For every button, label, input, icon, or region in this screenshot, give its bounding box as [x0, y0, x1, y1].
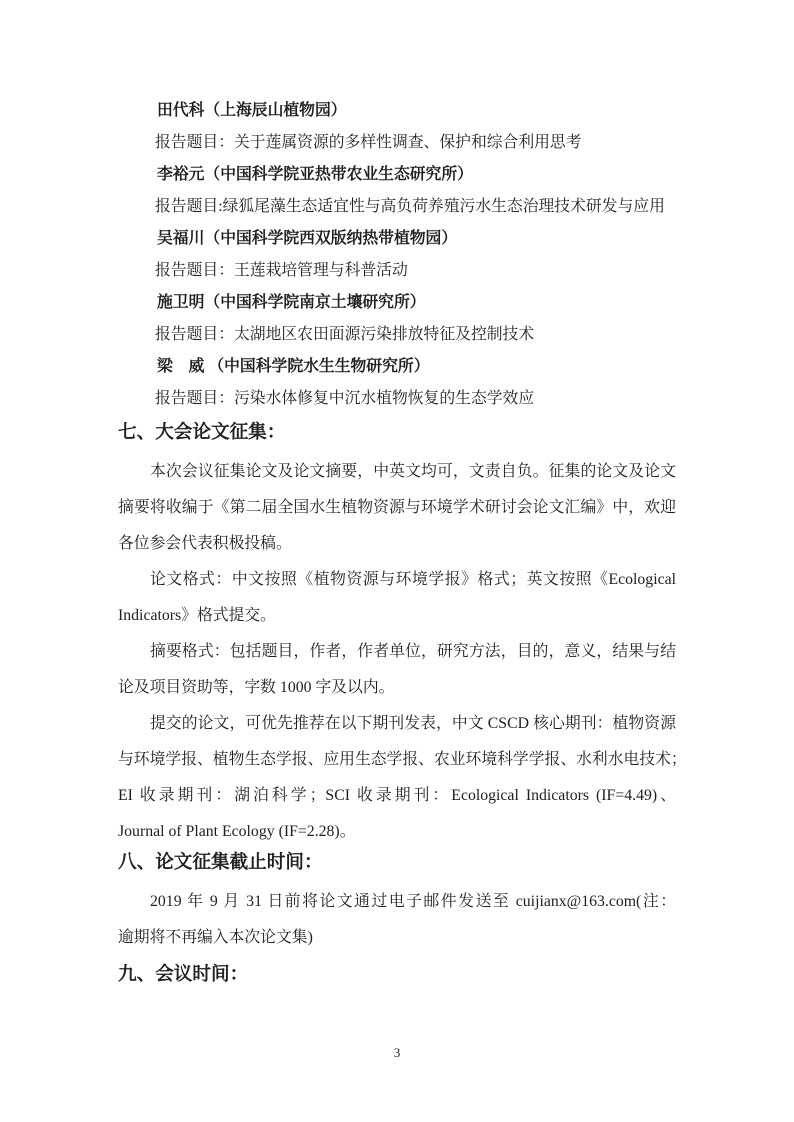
section-heading: 七、大会论文征集： — [118, 422, 286, 443]
paragraph-line: 论文格式：中文按照《植物资源与环境学报》格式；英文按照《Ecological — [150, 571, 676, 588]
paragraph-line: 各位参会代表积极投稿。 — [118, 535, 292, 552]
paragraph — [118, 562, 676, 634]
paragraph-line: 2019 年 9 月 31 日前将论文通过电子邮件发送至 cuijianx@163.com(注： — [150, 893, 676, 910]
page-number: 3 — [393, 1045, 401, 1060]
speaker-name: 梁 威 （中国科学院水生生物研究所） — [157, 358, 430, 375]
section-heading: 八、论文征集截止时间： — [118, 852, 323, 873]
paragraph-line: 摘要将收编于《第二届全国水生植物资源与环境学术研讨会论文汇编》中，欢迎 — [118, 499, 676, 516]
report-title: 报告题目：关于莲属资源的多样性调查、保护和综合利用思考 — [155, 134, 582, 151]
paragraph-line: 论及项目资助等，字数 1000 字及以内。 — [118, 679, 395, 696]
report-title: 报告题目：王莲栽培管理与科普活动 — [155, 262, 408, 279]
section-paper-solicitation — [118, 420, 687, 850]
paragraph-line: Journal of Plant Ecology (IF=2.28)。 — [118, 823, 356, 840]
speaker-entry — [118, 228, 676, 282]
paragraph — [118, 884, 676, 956]
paragraph-line: 摘要格式：包括题目，作者，作者单位，研究方法，目的，意义，结果与结 — [150, 643, 676, 660]
section-heading: 九、会议时间： — [118, 964, 249, 985]
speaker-entry — [118, 292, 676, 346]
report-title: 报告题目：污染水体修复中沉水植物恢复的生态学效应 — [155, 390, 535, 407]
report-title: 报告题目:绿狐尾藻生态适宜性与高负荷养殖污水生态治理技术研发与应用 — [155, 198, 665, 215]
section-submission-deadline — [118, 850, 676, 956]
section-meeting-time — [118, 962, 676, 988]
paragraph-line: 提交的论文，可优先推荐在以下期刊发表，中文 CSCD 核心期刊：植物资源 — [150, 715, 676, 732]
speaker-entry — [118, 356, 676, 410]
paragraph — [118, 706, 687, 850]
speaker-name: 吴福川（中国科学院西双版纳热带植物园） — [157, 230, 458, 247]
speaker-name: 田代科（上海辰山植物园） — [157, 102, 347, 119]
paragraph — [118, 454, 676, 562]
paragraph-line: 与环境学报、植物生态学报、应用生态学报、农业环境科学学报、水利水电技术； — [118, 751, 687, 768]
paragraph-line: 本次会议征集论文及论文摘要，中英文均可，文责自负。征集的论文及论文 — [150, 463, 676, 480]
speaker-name: 施卫明（中国科学院南京土壤研究所） — [157, 294, 426, 311]
speaker-entry — [118, 164, 676, 218]
speaker-list — [118, 100, 676, 410]
paragraph-line: 逾期将不再编入本次论文集) — [118, 929, 313, 946]
report-title: 报告题目：太湖地区农田面源污染排放特征及控制技术 — [155, 326, 535, 343]
speaker-entry — [118, 100, 676, 154]
paragraph-line: Indicators》格式提交。 — [118, 607, 276, 624]
paragraph-line: EI 收录期刊：湖泊科学；SCI 收录期刊：Ecological Indicators (IF=4.49)、 — [118, 787, 676, 804]
speaker-name: 李裕元（中国科学院亚热带农业生态研究所） — [157, 166, 473, 183]
paragraph — [118, 634, 676, 706]
